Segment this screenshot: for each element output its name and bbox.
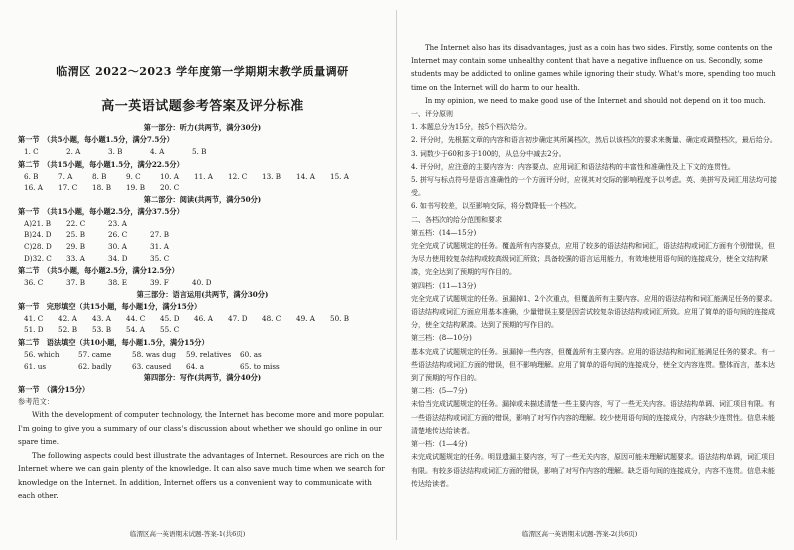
answer-row: 16. A 17. C 18. B 19. B 20. C (24, 183, 180, 193)
part2-heading: 第二部分：阅读(共两节，满分50分) (143, 194, 262, 204)
scoring-rule: 3. 词数少于60和多于100的，从总分中减去2分。 (411, 149, 566, 158)
page-footer: 临渭区高一英语期末试题-答案-2(共6页) (522, 530, 638, 538)
level-title: 第一档：(1—4分) (411, 440, 468, 449)
answer-row: 36. C 37. B 38. E 39. F 40. D (24, 278, 212, 288)
page-footer: 临渭区高一英语期末试题-答案-1(共6页) (130, 530, 246, 538)
level-title: 第四档：(11—13分) (411, 281, 477, 290)
answer-row: 1. C 2. A 3. B 4. A 5. B (24, 147, 207, 156)
answer-row: 61. us 62. badly 63. caused 64. a 65. to miss (24, 361, 280, 371)
scoring-principles-heading: 一、评分原则 (411, 110, 453, 119)
level-description: 完全完成了试题规定的任务。虽漏掉1、2个次重点，但覆盖所有主要内容。应用的语法结构和词汇能满足任务的要求。语法结构或词汇方面应用基本准确，少量错误主要是因尝试较复杂语法结构或词汇所致。应用了简单的语句间的连接成分，使全文结构紧凑。达到了预期的写作目的。 (411, 294, 777, 330)
right-page (397, 0, 794, 550)
essay-paragraph: The Internet also has its disadvantages, just as a coin has two sides. Firstly, some contents on the Internet may contain some unhealthy content that have a negative influence on us. Secondly, some students may be addicted to online games while ignoring their study. What's more, spending too much time on the Internet will do harm to our health. (411, 44, 776, 92)
scoring-rule: 5. 拼写与标点符号是语言准确性的一个方面评分时，应视其对交际的影响程度予以考虑。英、美拼写及词汇用法均可接受。 (411, 176, 777, 198)
level-description: 完全完成了试题规定的任务。覆盖所有内容要点，应用了较多的语法结构和词汇，语法结构或词汇方面有个别错误，但为尽力使用较复杂结构或较高级词汇所致；具备较强的语言运用能力，有效地使用语句间的连接成分，使全文结构紧凑，完全达到了预期的写作目的。 (411, 242, 775, 277)
essay-paragraph: The following aspects could best illustrate the advantages of Internet. Resources are rich on the Internet where we can gain plenty of the knowledge. It can also save much time when we search for knowledge on the Internet. In addition, Internet offers us a convenient way to communicate with each other. (18, 450, 385, 501)
reading-s1-heading: 第一节 （共15小题，每小题2.5分，满分37.5分） (18, 206, 184, 216)
answer-row: 6. B 7. A 8. B 9. C 10. A 11. A 12. C 13. B 14. A 15. A (24, 171, 349, 181)
listening-s2-heading: 第二节 （共15小题，每小题1.5分，满分22.5分） (18, 159, 184, 169)
writing-s1-heading: 第一节 （满分15分） (18, 385, 90, 395)
levels-heading: 二、各档次的给分范围和要求 (411, 215, 502, 224)
level-title: 第三档：(8—10分) (411, 334, 472, 343)
level-description: 未恰当完成试题规定的任务。漏掉或未描述清楚一些主要内容，写了一些无关内容。语法结构单调、词汇项目有限。有一些语法结构或词汇方面的错误，影响了对写作内容的理解。较少使用语句间的连接成分，内容缺少连贯性。信息未能清楚地传达给读者。 (411, 400, 775, 435)
level-title: 第五档：(14—15分) (411, 228, 477, 237)
answer-key-title: 高一英语试题参考答案及评分标准 (101, 99, 304, 114)
listening-s1-heading: 第一节 （共5小题，每小题1.5分，满分7.5分） (18, 135, 174, 144)
answer-row: 56. which 57. came 58. was dug 59. relatives 60. as (24, 349, 262, 359)
answer-row: A)21. B 22. C 23. A (24, 218, 127, 228)
answer-row: D)32. C 33. A 34. D 35. C (24, 253, 170, 263)
essay-paragraph: In my opinion, we need to make good use of the Internet and should not depend on it too much. (425, 96, 766, 105)
answer-row: 41. C 42. A 43. A 44. C 45. D 46. A 47. D 48. C 49. A 50. B (24, 313, 349, 323)
sample-label: 参考范文： (18, 397, 54, 407)
cloze-heading: 第一节 完形填空（共15小题，每小题1分，满分15分） (18, 301, 202, 311)
essay-paragraph: With the development of computer technology, the Internet has become more and more popular. I'm going to give you a summary of our class's discussion about whether we should go online in our spare time. (18, 410, 385, 447)
part4-heading: 第四部分：写作(共两节，满分40分) (143, 373, 262, 383)
scoring-rule: 2. 评分时，先根据文章的内容和语言初步确定其所属档次，然后以该档次的要求来衡量、确定或调整档次，最后给分。 (411, 136, 777, 145)
level-description: 未完成试题规定的任务。明显遗漏主要内容，写了一些无关内容，原因可能未理解试题要求。语法结构单调，词汇项目有限。有较多语法结构或词汇方面的错误，影响了对写作内容的理解。缺乏语句间的连接成分，内容不连贯。信息未能传达给读者。 (411, 453, 775, 488)
exam-title: 临渭区 2022～2023 学年度第一学期期末教学质量调研 (56, 65, 349, 78)
reading-s2-heading: 第二节 （共5小题，每小题2.5分，满分12.5分） (18, 266, 179, 276)
part3-heading: 第三部分：语言运用(共两节，满分30分) (136, 289, 269, 299)
part1-heading: 第一部分：听力(共两节，满分30分) (143, 123, 262, 132)
answer-row: B)24. D 25. B 26. C 27. B (24, 230, 169, 240)
level-description: 基本完成了试题规定的任务。虽漏掉一些内容，但覆盖所有主要内容。应用的语法结构和词汇能满足任务的要求。有一些语法结构或词汇方面的错误，但不影响理解。应用了简单的语句间的连接成分，使全文内容连贯。整体而言，基本达到了预期的写作目的。 (411, 347, 775, 383)
grammar-fill-heading: 第二节 语法填空（共10小题，每小题1.5分，满分15分） (18, 337, 209, 347)
scoring-rule: 4. 评分时，应注意的主要内容为：内容要点、应用词汇和语法结构的丰富性和准确性及上下文的连贯性。 (411, 162, 735, 171)
level-title: 第二档：(5—7分) (411, 387, 468, 396)
scoring-rule: 6. 如书写较差，以至影响交际，将分数降低一个档次。 (411, 202, 581, 211)
scoring-rule: 1. 本题总分为15分，按5个档次给分。 (411, 123, 532, 132)
answer-row: 51. D 52. B 53. B 54. A 55. C (24, 325, 180, 335)
answer-row: C)28. D 29. B 30. A 31. A (24, 241, 169, 251)
